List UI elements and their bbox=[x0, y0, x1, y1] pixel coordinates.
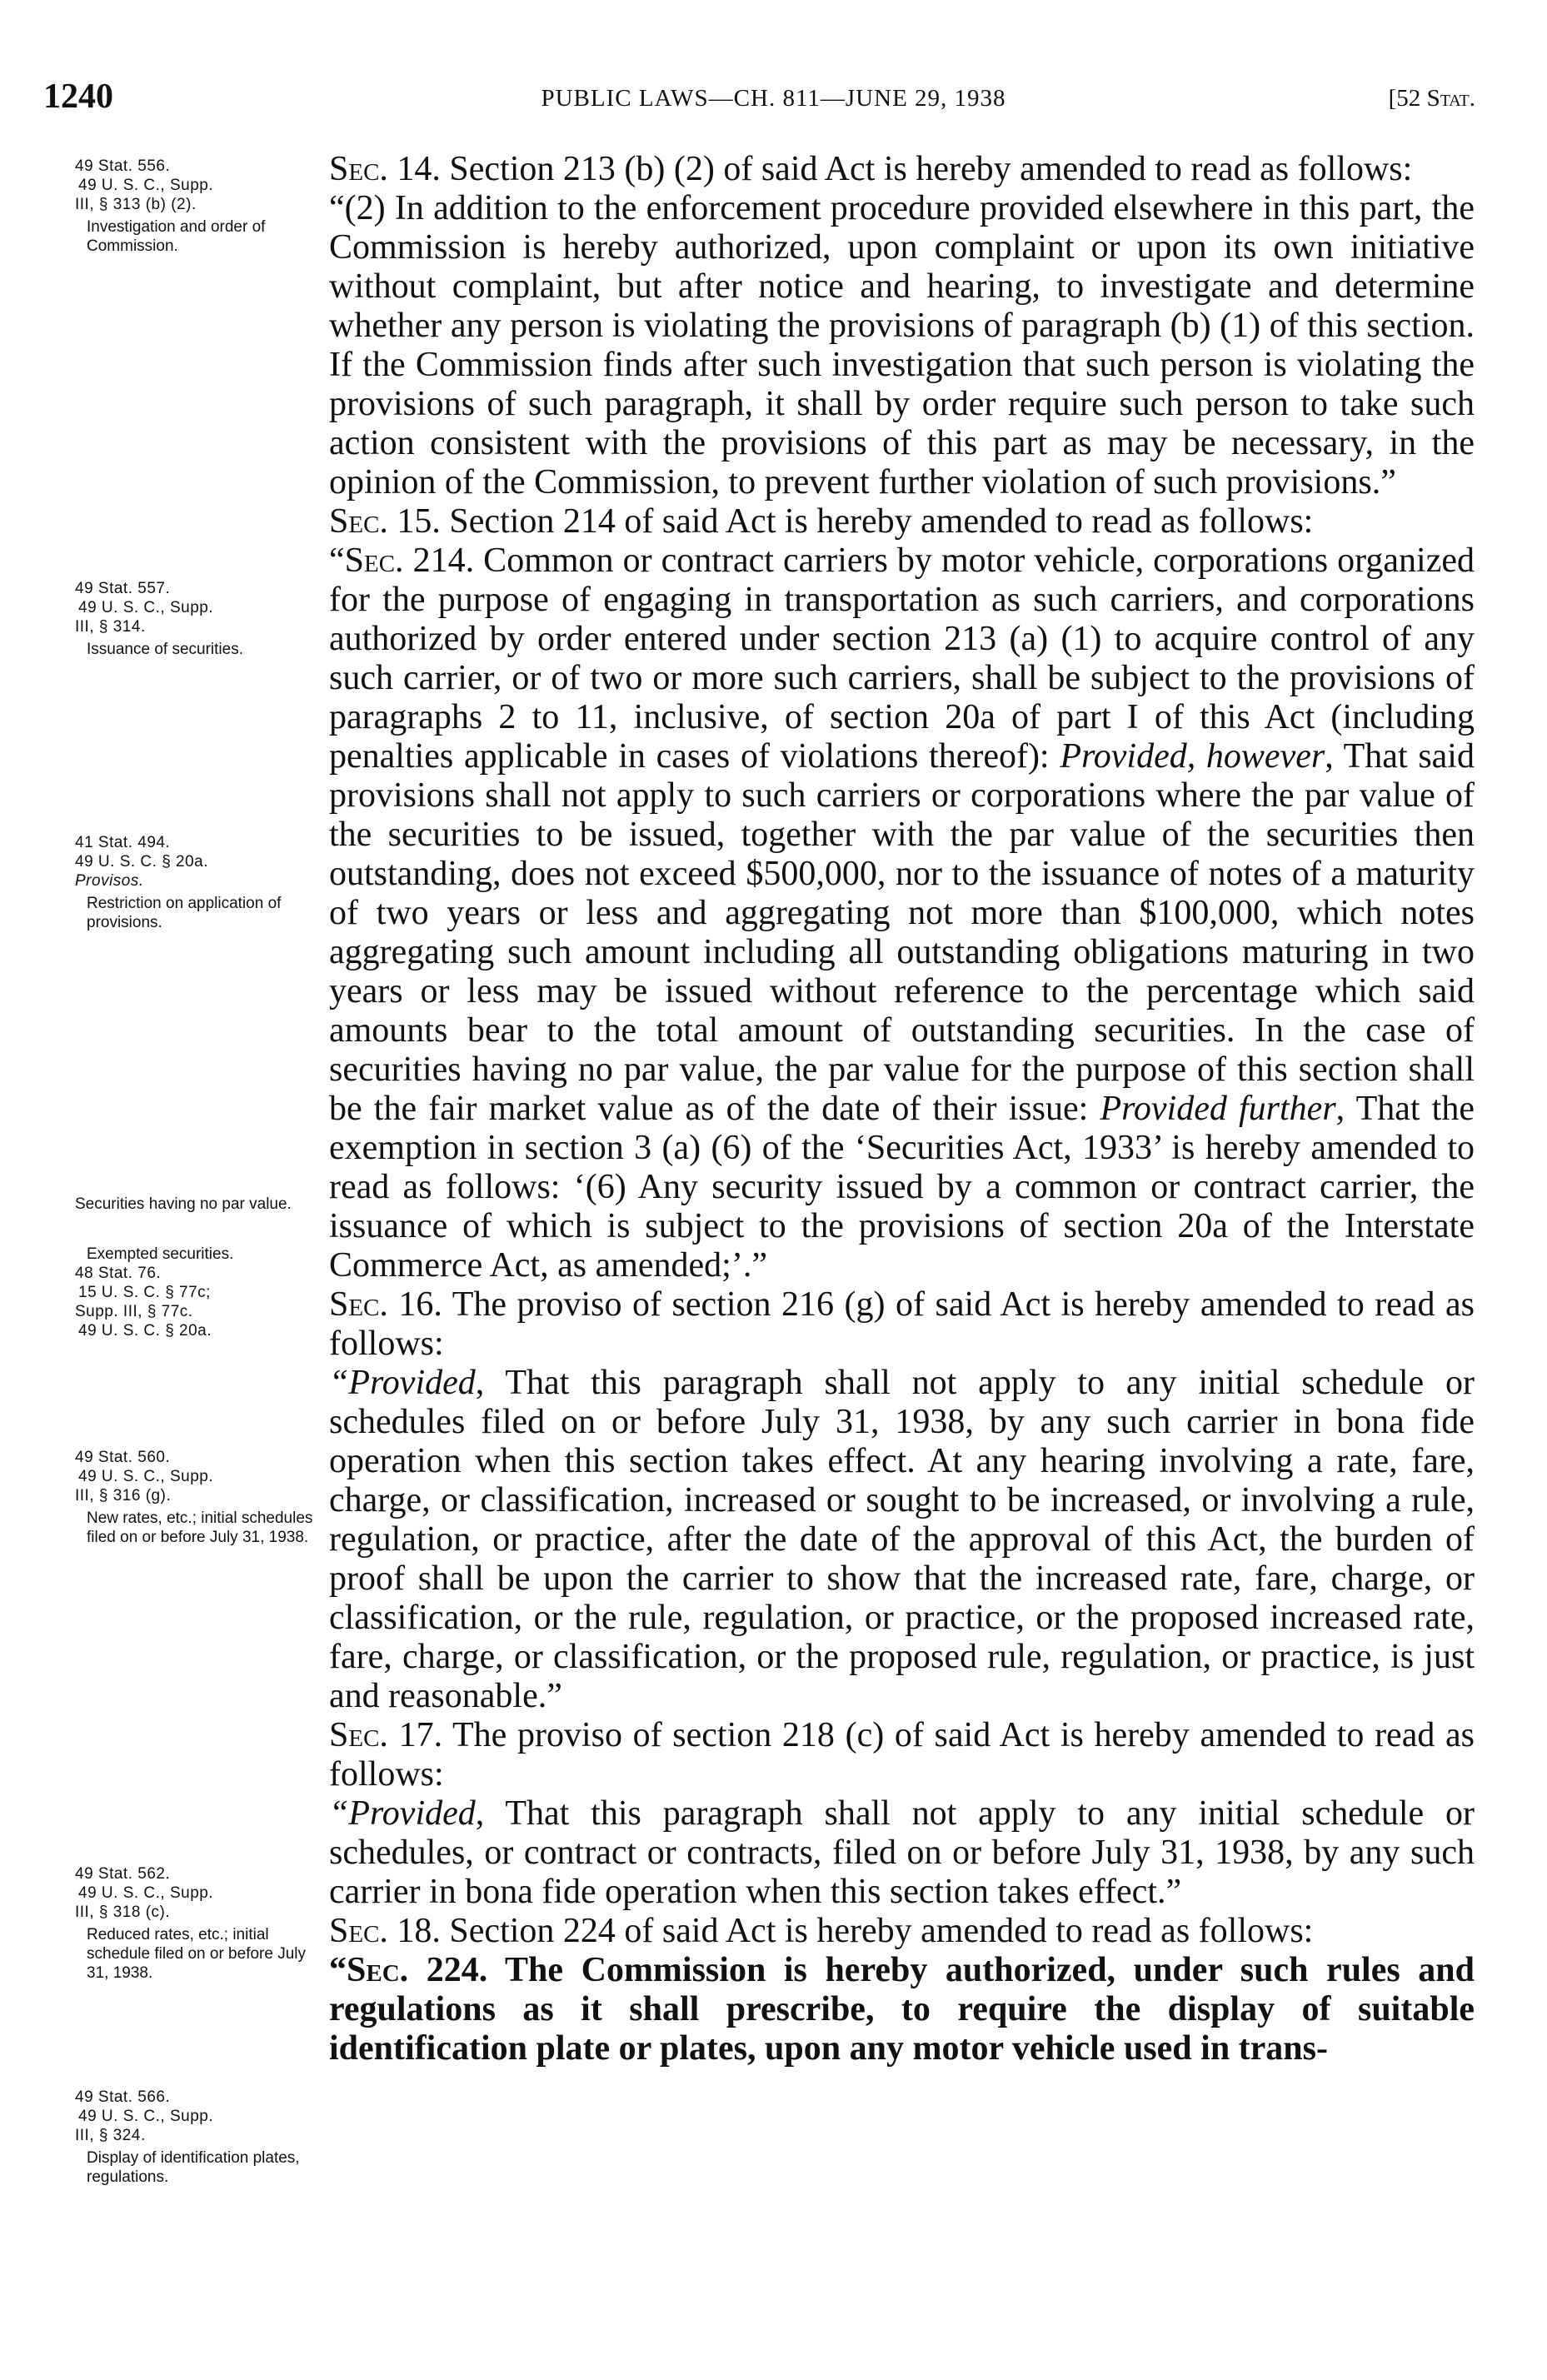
section-18: Sec. 18. Section 224 of said Act is hereby amended to read as follows: bbox=[329, 1912, 1314, 1950]
margin-note-provisos: 41 Stat. 494. 49 U. S. C. § 20a. Provisos. Restriction on application of provisions. bbox=[75, 834, 282, 931]
margin-note-exempted: Exempted securities. 48 Stat. 76. 15 U. S. C. § 77c; Supp. III, § 77c. 49 U. S. C. § 20a. bbox=[75, 1245, 234, 1340]
running-head: PUBLIC LAWS—CH. 811—JUNE 29, 1938 bbox=[541, 85, 1006, 112]
margin-note-no-par-value: Securities having no par value. bbox=[75, 1195, 292, 1213]
section-17-quote: “Provided, That this paragraph shall not apply to any initial schedule or schedules, or contract or contracts, filed on or before July 31, 1938, by any such carrier in bona fide operation when this section takes effect.” bbox=[329, 1794, 1475, 1911]
section-224-quote: “Sec. 224. The Commission is hereby authorized, under such rules and regulations as it shall prescribe, to require the display of suitable identification plate or plates, upon any motor vehicle used in trans- bbox=[329, 1951, 1475, 2068]
section-16-quote: “Provided, That this paragraph shall not apply to any initial schedule or schedules filed on or before July 31, 1938, by any such carrier in bona fide operation when this section takes effect. At any hearing involving a rate, fare, charge, or classification, increased or sought to be increased, or involving a rule, regulation, or practice, after the date of the approval of this Act, the burden of proof shall be upon the carrier to show that the increased rate, fare, charge, or classification, or the rule, regulation, or practice, or the proposed increased rate, fare, charge, or classification, or the proposed rule, regulation, or practice, is just and reasonable.” bbox=[329, 1364, 1475, 1715]
margin-note-sec17: 49 Stat. 562. 49 U. S. C., Supp. III, § 318 (c). Reduced rates, etc.; initial schedule filed on or before July 31, 1938. bbox=[75, 1865, 306, 1982]
margin-note-sec15: 49 Stat. 557. 49 U. S. C., Supp. III, § 314. Issuance of securities. bbox=[75, 580, 243, 658]
page-number: 1240 bbox=[43, 77, 113, 116]
section-214-quote: “Sec. 214. Common or contract carriers by motor vehicle, corporations organized for the purpose of engaging in transportation as such carriers, and corporations authorized by order entered under section 213 (a) (1) to acquire control of any such carrier, or of two or more such carriers, shall be subject to the provisions of paragraphs 2 to 11, inclusive, of section 20a of part I of this Act (including penalties applicable in cases of violations thereof): Provided, however, That said provisions shall not apply to such carriers or corporations where the par value of the securities to be issued, together with the par value of the securities then outstanding, does not exceed $500,000, nor to the issuance of notes of a maturity of two years or less and aggregating not more than $100,000, which notes aggregating such amount including all outstanding obligations maturing in two years or less may be issued without reference to the percentage which said amounts bear to the total amount of outstanding securities. In the case of securities having no par value, the par value for the purpose of this section shall be the fair market value as of the date of their issue: Provided further, That the exemption in section 3 (a) (6) of the ‘Securities Act, 1933’ is hereby amended to read as follows: ‘(6) Any security issued by a common or contract carrier, the issuance of which is subject to the provisions of section 20a of the Interstate Commerce Act, as amended;’.” bbox=[329, 541, 1475, 1285]
section-16: Sec. 16. The proviso of section 216 (g) of said Act is hereby amended to read as follows: bbox=[329, 1285, 1475, 1363]
margin-note-sec16: 49 Stat. 560. 49 U. S. C., Supp. III, § 316 (g). New rates, etc.; initial schedules filed on or before July 31, 1938. bbox=[75, 1449, 313, 1546]
volume-reference: [52 Stat. bbox=[1388, 85, 1475, 112]
section-17: Sec. 17. The proviso of section 218 (c) of said Act is hereby amended to read as follows: bbox=[329, 1716, 1475, 1794]
main-text bbox=[329, 150, 1475, 2068]
margin-note-sec14: 49 Stat. 556. 49 U. S. C., Supp. III, § 313 (b) (2). Investigation and order of Commission. bbox=[75, 157, 266, 255]
margin-note-sec18: 49 Stat. 566. 49 U. S. C., Supp. III, § 324. Display of identification plates, regulations. bbox=[75, 2088, 300, 2186]
page-header bbox=[0, 77, 1547, 127]
section-14-quote: “(2) In addition to the enforcement procedure provided elsewhere in this part, the Commission is hereby authorized, upon complaint or upon its own initiative without complaint, but after notice and hearing, to investigate and determine whether any person is violating the provisions of paragraph (b) (1) of this section. If the Commission finds after such investigation that such person is violating the provisions of such paragraph, it shall by order require such person to take such action consistent with the provisions of this part as may be necessary, in the opinion of the Commission, to prevent further violation of such provisions.” bbox=[329, 189, 1475, 501]
section-14: Sec. 14. Section 213 (b) (2) of said Act is hereby amended to read as follows: bbox=[329, 150, 1413, 188]
section-15: Sec. 15. Section 214 of said Act is hereby amended to read as follows: bbox=[329, 502, 1314, 541]
